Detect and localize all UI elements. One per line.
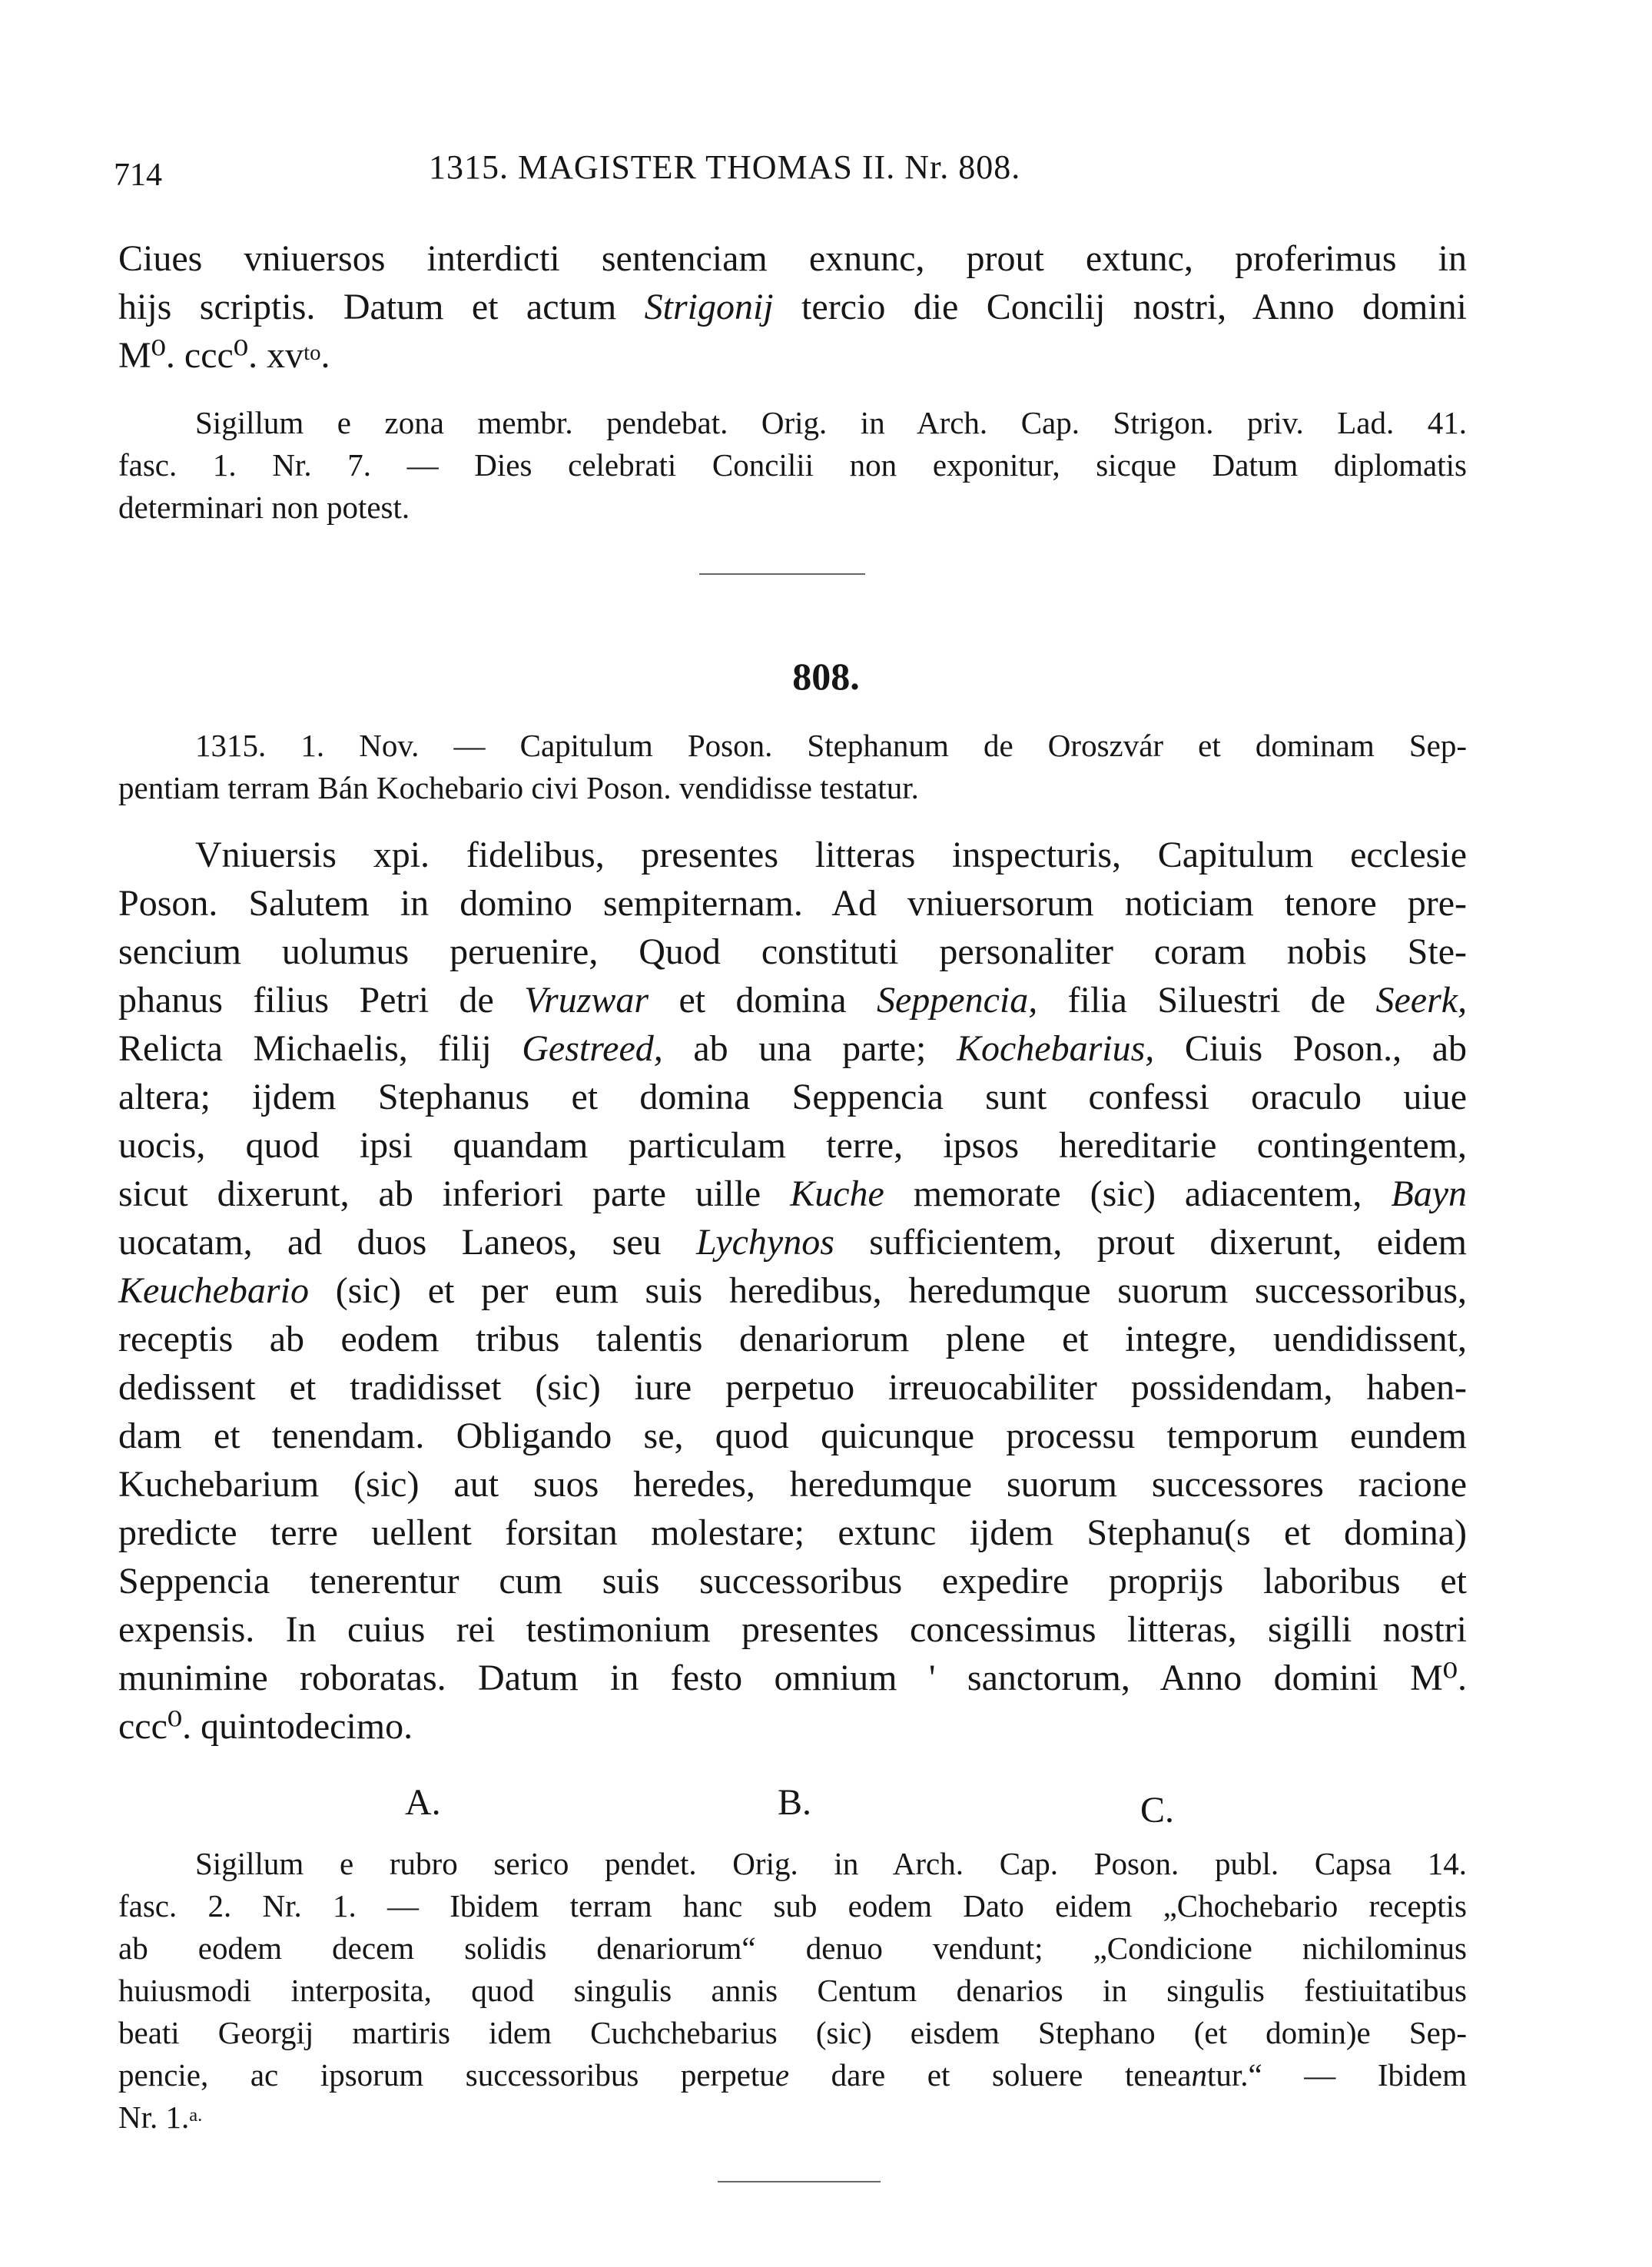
text-line: sicut dixerunt, ab inferiori parte uille Kuche memorate (sic) adiacentem, Bayn	[118, 1173, 1468, 1214]
text-line: dedissent et tradidisset (sic) iure perpetuo irreuocabiliter possidendam, haben-	[118, 1367, 1467, 1408]
text-line: hijs scriptis. Datum et actum Strigonij tercio die Concilij nostri, Anno domini	[118, 287, 1468, 327]
text-line: Seppencia tenerentur cum suis successoribus expedire proprijs laboribus et	[118, 1561, 1467, 1602]
text-line: munimine roboratas. Datum in festo omnium ' sanctorum, Anno domini M⁰.	[118, 1658, 1467, 1698]
charter-text	[118, 831, 1467, 1751]
note-line: beati Georgij martiris idem Cuchchebarius (sic) eisdem Stephano (et domin)e Sep-	[118, 2015, 1467, 2050]
text-line: receptis ab eodem tribus talentis denariorum plene et integre, uendidissent,	[118, 1319, 1467, 1359]
end-divider	[718, 2181, 881, 2182]
text-line: sencium uolumus peruenire, Quod constituti personaliter coram nobis Ste-	[118, 931, 1467, 972]
term-name: Lychynos	[696, 1222, 834, 1263]
person-name: Kochebarius,	[956, 1028, 1155, 1069]
text-line: altera; ijdem Stephanus et domina Seppencia sunt confessi oraculo uiue	[118, 1077, 1467, 1117]
summary-line: 1315. 1. Nov. — Capitulum Poson. Stephanum de Oroszvár et dominam Sep-	[195, 728, 1467, 763]
document-summary	[118, 725, 1467, 809]
prior-document-note	[118, 402, 1467, 529]
note-line: Nr. 1.$^{a.}$	[118, 2099, 203, 2135]
text-line: Vniuersis xpi. fidelibus, presentes litteras inspecturis, Capitulum ecclesie	[195, 835, 1467, 875]
section-divider	[699, 573, 865, 575]
person-name: Seppencia,	[876, 980, 1038, 1021]
note-line: huiusmodi interposita, quod singulis annis Centum denarios in singulis festiuitatibus	[118, 1973, 1467, 2008]
person-name: Keuchebario	[118, 1270, 309, 1311]
page-number: 714	[114, 158, 162, 193]
running-title: 1315. MAGISTER THOMAS II. Nr. 808.	[429, 148, 1021, 186]
note-line: Sigillum e rubro serico pendet. Orig. in Arch. Cap. Poson. publ. Capsa 14.	[195, 1846, 1467, 1881]
text-line: uocatam, ad duos Laneos, seu Lychynos sufficientem, prout dixerunt, eidem	[118, 1222, 1468, 1263]
note-line: Sigillum e zona membr. pendebat. Orig. in Arch. Cap. Strigon. priv. Lad. 41.	[195, 405, 1467, 440]
text-line: predicte terre uellent forsitan molestare; extunc ijdem Stephanu(s et domina)	[118, 1512, 1467, 1553]
prior-document-ending	[118, 234, 1467, 380]
text-line: Keuchebario (sic) et per eum suis heredibus, heredumque suorum successoribus,	[118, 1270, 1467, 1311]
text-line: Ciues vniuersos interdicti sentenciam exnunc, prout extunc, proferimus in	[118, 238, 1467, 279]
summary-line: pentiam terram Bán Kochebario civi Poson. vendidisse testatur.	[118, 770, 919, 805]
note-line: fasc. 2. Nr. 1. — Ibidem terram hanc sub eodem Dato eidem „Chochebario receptis	[118, 1888, 1467, 1923]
place-name: Vruzwar	[524, 980, 649, 1021]
place-name: Strigonij	[644, 287, 774, 327]
chirograph-letter-a: A.	[405, 1782, 441, 1823]
place-name: Bayn	[1391, 1173, 1468, 1214]
text-line: dam et tenendam. Obligando se, quod quicunque processu temporum eundem	[118, 1416, 1467, 1456]
person-name: Gestreed,	[522, 1028, 663, 1069]
document-note	[118, 1843, 1467, 2139]
text-line: expensis. In cuius rei testimonium presentes concessimus litteras, sigilli nostri	[118, 1609, 1467, 1650]
running-head	[114, 144, 1558, 191]
note-line: fasc. 1. Nr. 7. — Dies celebrati Concilii non exponitur, sicque Datum diplomatis	[118, 447, 1467, 483]
text-line: Relicta Michaelis, filij Gestreed, ab una parte; Kochebarius, Ciuis Poson., ab	[118, 1028, 1468, 1069]
place-name: Kuche	[790, 1173, 884, 1214]
note-line: ab eodem decem solidis denariorum“ denuo vendunt; „Condicione nichilominus	[118, 1930, 1467, 1966]
note-line: determinari non potest.	[118, 490, 410, 525]
chirograph-letters	[0, 1776, 1652, 1830]
chirograph-letter-b: B.	[778, 1782, 812, 1823]
chirograph-letter-c: C.	[1140, 1790, 1175, 1831]
text-line: phanus filius Petri de Vruzwar et domina Seppencia, filia Siluestri de Seerk,	[118, 980, 1468, 1021]
document-number: 808.	[792, 655, 860, 698]
text-line: Kuchebarium (sic) aut suos heredes, heredumque suorum successores racione	[118, 1464, 1467, 1505]
place-name: Seerk,	[1375, 980, 1468, 1021]
text-line: uocis, quod ipsi quandam particulam terre, ipsos hereditarie contingentem,	[118, 1125, 1467, 1166]
note-line: pencie, ac ipsorum successoribus perpetue dare et soluere teneantur.“ — Ibidem	[118, 2057, 1467, 2093]
text-line: Poson. Salutem in domino sempiternam. Ad vniuersorum noticiam tenore pre-	[118, 883, 1467, 924]
text-line: M⁰. ccc⁰. $xv^{to}$.	[118, 335, 330, 376]
text-line: ccc⁰. quintodecimo.	[118, 1706, 413, 1747]
